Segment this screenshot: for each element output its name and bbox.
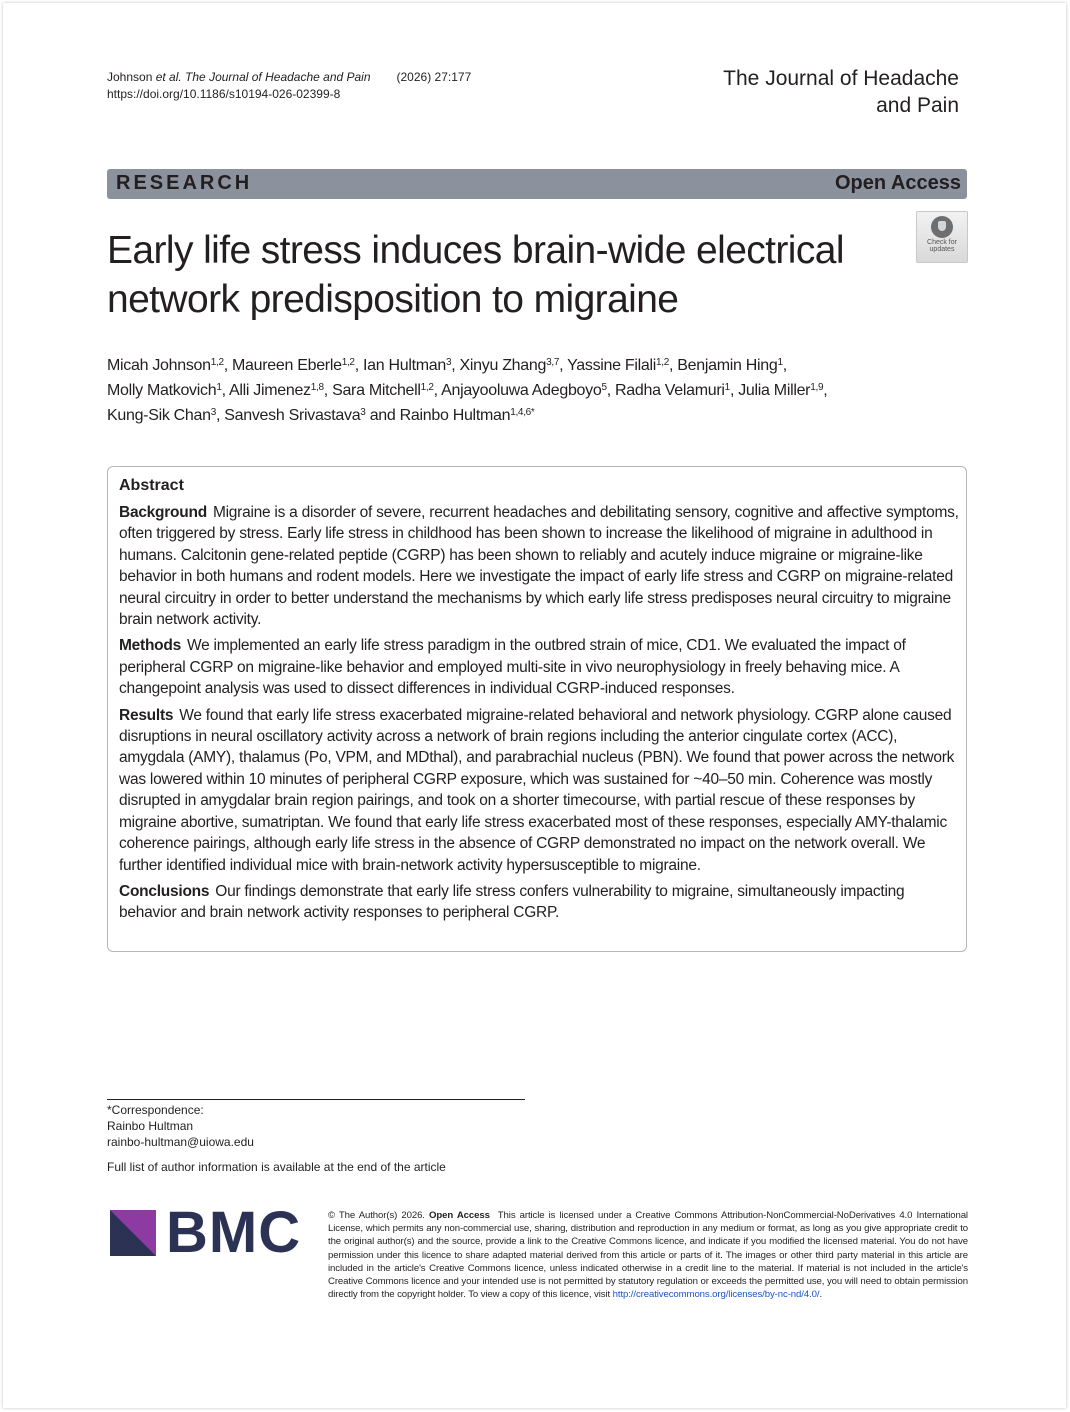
license-statement: [328, 1209, 968, 1301]
author-name: Sanvesh Srivastava: [224, 407, 361, 424]
bmc-logo-mark-icon: [110, 1210, 156, 1256]
author-affiliation: 1,2: [210, 357, 224, 368]
author-affiliation: 1,4,6*: [510, 407, 535, 418]
author[interactable]: [738, 382, 823, 399]
author-name: Anjayooluwa Adegboyo: [441, 382, 602, 399]
author[interactable]: [229, 382, 324, 399]
citation-authors: Johnson: [107, 70, 156, 84]
author-affiliation: 1,2: [420, 382, 434, 393]
author-affiliation: 1,2: [341, 357, 355, 368]
author-separator: ,: [782, 357, 787, 374]
section-text: Migraine is a disorder of severe, recurrent headaches and debilitating sensory, cognitive and affective symptoms, often triggered by stress. Early life stress in childhood has been shown to increase the likelihood of migraine in adulthood in humans. Calcitonin gene-related peptide (CGRP) has been shown to reliably and acutely induce migraine or migraine-like behavior in both humans and rodent models. Here we investigate the impact of early life stress and CGRP on migraine-related neural circuitry in order to better understand the mechanisms by which early life stress predisposes neural circuitry to migraine brain network activity.: [119, 504, 959, 629]
section-text: We found that early life stress exacerbated migraine-related behavioral and network physiology. CGRP alone caused disruptions in neural oscillatory activity across a network of brain regions including the anterior cingulate cortex (ACC), amygdala (AMY), thalamus (Po, VPM, and MDthal), and parabrachial nucleus (PBN). We found that power across the network was lowered within 10 minutes of peripheral CGRP exposure, which was sustained for ~40–50 min. Coherence was mostly disrupted in amygdalar brain region pairings, and took on a shorter timecourse, with partial rescue of these responses by migraine abortive, sumatriptan. We found that early life stress exacerbated most of these responses, especially AMY-thalamic coherence pairings, although early life stress in the absence of CGRP demonstrated no impact on the network overall. We further identified individual mice with brain-network activity hypersusceptible to migraine.: [119, 706, 955, 874]
citation-journal: The Journal of Headache and Pain: [181, 70, 371, 84]
author[interactable]: [460, 357, 560, 374]
abstract-body: [119, 502, 959, 929]
bookmark-icon: [931, 216, 953, 238]
journal-name-line1: The Journal of Headache: [723, 67, 959, 90]
citation-line: [107, 69, 471, 86]
doi-link[interactable]: https://doi.org/10.1186/s10194-026-02399-8: [107, 87, 341, 101]
abstract-box: [107, 466, 967, 952]
author-separator: ,: [729, 382, 739, 399]
author[interactable]: [107, 407, 216, 424]
author-name: Yassine Filali: [567, 357, 656, 374]
author-name: Micah Johnson: [107, 357, 211, 374]
full-list-note: Full list of author information is available at the end of the article: [107, 1160, 446, 1174]
author-separator: ,: [323, 382, 333, 399]
journal-name-line2: and Pain: [876, 94, 959, 117]
article-type-label: RESEARCH: [116, 172, 253, 194]
author-name: Radha Velamuri: [615, 382, 725, 399]
author-affiliation: 5: [601, 382, 607, 393]
author-name: Kung-Sik Chan: [107, 407, 211, 424]
bmc-logo[interactable]: [110, 1200, 302, 1265]
author-separator: and: [365, 407, 400, 424]
article-title: Early life stress induces brain-wide electrical network predisposition to migraine: [107, 229, 844, 321]
author-name: Xinyu Zhang: [459, 357, 547, 374]
author-name: Benjamin Hing: [677, 357, 778, 374]
author-separator: ,: [606, 382, 616, 399]
author[interactable]: [615, 382, 730, 399]
journal-name: [659, 65, 959, 119]
author-separator: ,: [433, 382, 442, 399]
author[interactable]: [232, 357, 355, 374]
author[interactable]: [400, 407, 535, 424]
article-page: [3, 3, 1066, 1408]
author[interactable]: [107, 357, 224, 374]
author-name: Maureen Eberle: [232, 357, 342, 374]
license-prefix: © The Author(s) 2026.: [328, 1210, 425, 1221]
author-affiliation: 3: [210, 407, 216, 418]
open-access-label: Open Access: [835, 172, 961, 194]
author-separator: ,: [669, 357, 678, 374]
author-affiliation: 1,2: [655, 357, 669, 368]
correspondence-email[interactable]: rainbo-hultman@uiowa.edu: [107, 1135, 254, 1149]
author-separator: ,: [559, 357, 568, 374]
author-name: Molly Matkovich: [107, 382, 217, 399]
check-updates-line2: updates: [929, 246, 955, 253]
author-separator: ,: [354, 357, 363, 374]
section-label: Conclusions: [119, 882, 210, 900]
section-text: We implemented an early life stress paradigm in the outbred strain of mice, CD1. We evaluated the impact of peripheral CGRP on migraine-like behavior and employed multi-site in vivo neurophysiology in freely behaving mice. A changepoint analysis was used to dissect differences in individual CGRP-induced responses.: [119, 637, 906, 698]
author[interactable]: [107, 382, 222, 399]
author-separator: ,: [221, 382, 229, 399]
author-separator: ,: [223, 357, 233, 374]
author-affiliation: 1: [216, 382, 222, 393]
license-text: This article is licensed under a Creative Commons Attribution-NonCommercial-NoDerivatives 4.0 International License, which permits any non-commercial use, sharing, distribution and reproduction in any medium or format, as long as you give appropriate credit to the original author(s) and the source, provide a link to the Creative Commons licence, and indicate if you modified the licensed material. You do not have permission under this licence to share adapted material derived from this article or parts of it. The images or other third party material in this article are included in the article's Creative Commons licence, unless indicated otherwise in a credit line to the material. If material is not included in the article's Creative Commons licence and your intended use is not permitted by statutory regulation or exceeds the permitted use, you will need to obtain permission directly from the copyright holder. To view a copy of this licence, visit: [328, 1210, 968, 1301]
author-affiliation: 1: [777, 357, 783, 368]
author[interactable]: [363, 357, 451, 374]
license-link[interactable]: http://creativecommons.org/licenses/by-nc-nd/4.0/: [612, 1289, 820, 1301]
author[interactable]: [332, 382, 434, 399]
section-text: Our findings demonstrate that early life stress confers vulnerability to migraine, simultaneously impacting behavior and brain network activity responses to peripheral CGRP.: [119, 882, 905, 922]
author-affiliation: 3: [445, 357, 452, 368]
abstract-section-results: [119, 705, 959, 876]
citation-year-volume: (2026) 27:177: [396, 70, 472, 84]
citation-header: [107, 69, 471, 103]
check-for-updates-button[interactable]: [916, 211, 968, 263]
author-name: Julia Miller: [738, 382, 811, 399]
author-affiliation: 1,8: [310, 382, 324, 393]
author-affiliation: 3: [360, 407, 366, 418]
author-name: Sara Mitchell: [332, 382, 421, 399]
section-label: Background: [119, 504, 207, 521]
abstract-heading: Abstract: [119, 477, 184, 494]
author-separator: ,: [823, 382, 828, 399]
author-affiliation: 1,9: [810, 382, 824, 393]
citation-etal: et al.: [155, 70, 182, 84]
author-name: Ian Hultman: [363, 357, 446, 374]
license-suffix: .: [819, 1289, 823, 1301]
author-separator: ,: [451, 357, 460, 374]
author-list: [107, 353, 907, 428]
correspondence: [107, 1102, 254, 1150]
author[interactable]: [441, 382, 607, 399]
bmc-logo-text: BMC: [166, 1200, 302, 1265]
footnote-divider: [107, 1099, 525, 1100]
author[interactable]: [567, 357, 669, 374]
license-open-access: Open Access: [428, 1210, 490, 1221]
author-separator: ,: [215, 407, 225, 424]
author[interactable]: [224, 407, 365, 424]
section-label: Results: [119, 706, 174, 724]
abstract-section-background: [119, 502, 959, 630]
abstract-section-methods: [119, 635, 959, 699]
author-name: Rainbo Hultman: [399, 407, 511, 424]
check-updates-line1: Check for: [927, 239, 957, 246]
author-affiliation: 3,7: [546, 357, 560, 368]
correspondence-name: Rainbo Hultman: [107, 1119, 194, 1133]
author-affiliation: 1: [724, 382, 730, 393]
author-name: Alli Jimenez: [229, 382, 311, 399]
article-type-band: [107, 169, 967, 199]
section-label: Methods: [119, 637, 181, 655]
abstract-section-conclusions: [119, 881, 959, 924]
author[interactable]: [677, 357, 782, 374]
correspondence-label: *Correspondence:: [107, 1103, 204, 1117]
